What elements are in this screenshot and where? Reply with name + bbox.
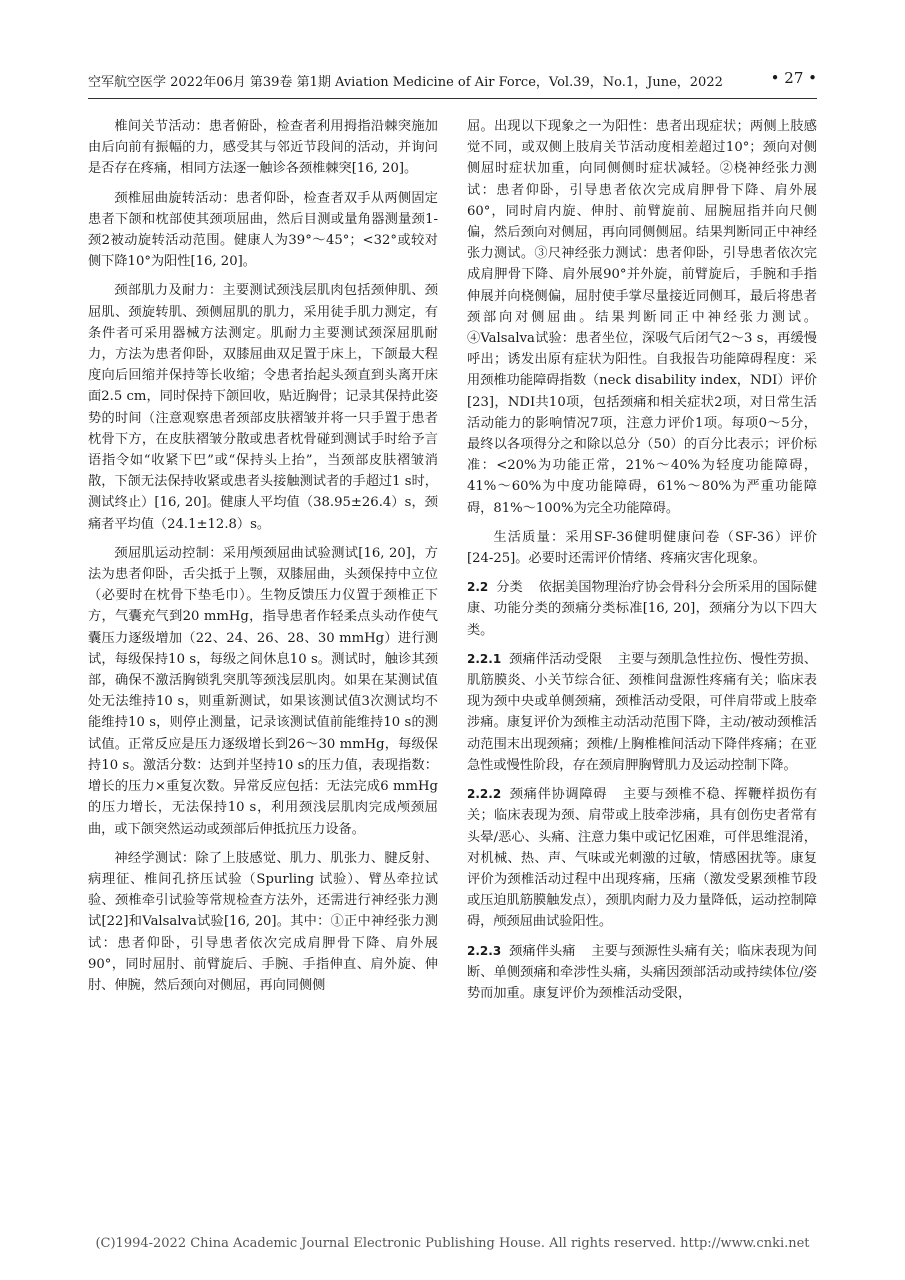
- section-text: 依据美国物理治疗协会骨科分会所采用的国际健康、功能分类的颈痛分类标准[16, 20]，颈痛分为以下四大类。: [467, 580, 818, 638]
- paragraph-neuro-test: 神经学测试：除了上肢感觉、肌力、肌张力、腱反射、病理征、椎间孔挤压试验（Spurling 试验）、臂丛牵拉试验、颈椎牵引试验等常规检查方法外，还需进行神经张力测试[22]和Valsalva试验[16, 20]。其中：①正中神经张力测试：患者仰卧，引导患者依次完成肩胛骨下降、肩外展90°，同时屈肘、前臂旋后、手腕、手指伸直、肩外旋、伸肘、伸腕，然后颈向对侧屈，再向同侧侧: [88, 850, 438, 993]
- section-2-2-1: [467, 649, 817, 776]
- section-2-2-3: [467, 941, 817, 1005]
- section-number: 2.2.3: [467, 943, 502, 958]
- left-column: [88, 116, 438, 996]
- copyright-footer: (C)1994-2022 China Academic Journal Electronic Publishing House. All rights reserved. http://www.cnki.net: [95, 1236, 810, 1251]
- section-2-2: [467, 577, 817, 641]
- paragraph-facet-joint: 椎间关节活动：患者俯卧，检查者利用拇指沿棘突施加由后向前有振幅的力，感受其与邻近节段间的活动，并询问是否存在疼痛，相同方法逐一触诊各颈椎棘突[16, 20]。: [88, 119, 438, 177]
- section-number: 2.2: [467, 580, 489, 595]
- section-2-2-2: [467, 784, 817, 932]
- page-number: • 27 •: [770, 69, 817, 87]
- right-column: [467, 116, 817, 1004]
- section-title: 颈痛伴活动受限: [509, 651, 603, 667]
- section-number: 2.2.1: [467, 651, 502, 666]
- section-title: 颈痛伴协调障碍: [509, 787, 608, 803]
- section-text: 主要与颈椎不稳、挥鞭样损伤有关；临床表现为颈、肩带或上肢牵涉痛，具有创伤史者常有头晕/恶心、头痛、注意力集中或记忆困难，可伴思维混淆，对机械、热、声、气味或光刺激的过敏，情感困扰等。康复评价为颈椎活动过程中出现疼痛，压痛（激发受累颈椎节段或压迫肌筋膜触发点），颈肌肉耐力及力量降低，运动控制障碍，颅颈屈曲试验阳性。: [467, 787, 818, 930]
- section-title: 分类: [496, 580, 523, 596]
- section-number: 2.2.2: [467, 787, 502, 802]
- paragraph-quality-of-life: 生活质量：采用SF-36健明健康问卷（SF-36）评价[24-25]。必要时还需评价情绪、疼痛灾害化现象。: [467, 529, 817, 567]
- paragraph-nerve-tension: 屈。出现以下现象之一为阳性：患者出现症状；两侧上肢感觉不同，或双侧上肢肩关节活动度相差超过10°；颈向对侧侧屈时症状加重，向同侧侧时症状减轻。②桡神经张力测试：患者仰卧，引导患者依次完成肩胛骨下降、肩外展60°，同时肩内旋、伸肘、前臂旋前、屈腕屈指并向尺侧偏，然后颈向对侧屈，再向同侧侧屈。结果判断同正中神经张力测试。③尺神经张力测试：患者仰卧，引导患者依次完成肩胛骨下降、肩外展90°并外旋，前臂旋后，手腕和手指伸展并向桡侧偏，屈肘使手掌尽量接近同侧耳，最后将患者颈部向对侧屈曲。结果判断同正中神经张力测试。④Valsalva试验：患者坐位，深吸气后闭气2～3 s，再缓慢呼出；诱发出原有症状为阳性。自我报告功能障碍程度：采用颈椎功能障碍指数（neck disability index，NDI）评价[23]，NDI共10项，包括颈痛和相关症状2项，对日常生活活动能力的影响情况7项，注意力评价1项。每项0～5分，最终以各项得分之和除以总分（50）的百分比表示；评价标准：<20%为功能正常，21%～40%为轻度功能障碍，41%～60%为中度功能障碍，61%～80%为严重功能障碍，81%～100%为完全功能障碍。: [467, 119, 817, 516]
- section-text: 主要与颈肌急性拉伤、慢性劳损、肌筋膜炎、小关节综合征、颈椎间盘源性疼痛有关；临床表现为颈中央或单侧颈痛，颈椎活动受限，可伴肩带或上肢牵涉痛。康复评价为颈椎主动活动范围下降，主动/被动颈椎活动范围末出现颈痛；颈椎/上胸椎椎间活动下降伴疼痛；在亚急性或慢性阶段，存在颈肩胛胸臂肌力及运动控制下降。: [467, 651, 818, 773]
- paragraph-flexor-control: 颈屈肌运动控制：采用颅颈屈曲试验测试[16, 20]，方法为患者仰卧，舌尖抵于上颚，双膝屈曲，头颈保持中立位（必要时在枕骨下垫毛巾）。生物反馈压力仪置于颈椎正下方，气囊充气到20 mmHg，指导患者作轻柔点头动作使气囊压力逐级增加（22、24、26、28、30 mmHg）进行测试，每级保持10 s，每级之间休息10 s。测试时，触诊其颈部，确保不激活胸锁乳突肌等颈浅层肌肉。如果在某测试值处无法维持10 s，则重新测试，如果该测试值3次测试均不能维持10 s，则停止测量，记录该测试值前能维持10 s的测试值。正常反应是压力逐级增长到26～30 mmHg，每级保持10 s。激活分数：达到并坚持10 s的压力值，表现指数：增长的压力×重复次数。异常反应包括：无法完成6 mmHg的压力增长，无法保持10 s，利用颈浅层肌肉完成颅颈屈曲，或下颌突然运动或颈部后伸抵抗压力设备。: [88, 545, 438, 837]
- paragraph-muscle-strength: 颈部肌力及耐力：主要测试颈浅层肌肉包括颈伸肌、颈屈肌、颈旋转肌、颈侧屈肌的肌力，采用徒手肌力测定，有条件者可采用器械方法测定。肌耐力主要测试颈深屈肌耐力，方法为患者仰卧，双膝屈曲双足置于床上，下颌最大程度向后回缩并保持等长收缩；令患者抬起头颈直到头离开床面2.5 cm，同时保持下颌回收，贴近胸骨；记录其保持此姿势的时间（注意观察患者颈部皮肤褶皱并将一只手置于患者枕骨下方，在皮肤褶皱分散或患者枕骨碰到测试手时给予言语指令如“收紧下巴”或“保持头上抬”，当颈部皮肤褶皱消散，下颌无法保持收紧或患者头接触测试者的手超过1 s时，测试终止）[16, 20]。健康人平均值（38.95±26.4）s，颈痛者平均值（24.1±12.8）s。: [88, 283, 438, 532]
- journal-citation: 空军航空医学 2022年06月 第39卷 第1期 Aviation Medicine of Air Force，Vol.39，No.1，June，2022: [88, 75, 723, 90]
- paragraph-flexion-rotation: 颈椎屈曲旋转活动：患者仰卧，检查者双手从两侧固定患者下颌和枕部使其颈项屈曲，然后目测或量角器测量颈1-颈2被动旋转活动范围。健康人为39°～45°；<32°或较对侧下降10°为阳性[16, 20]。: [88, 190, 438, 270]
- running-header: [88, 62, 817, 99]
- section-text: 主要与颈源性头痛有关；临床表现为间断、单侧颈痛和牵涉性头痛，头痛因颈部活动或持续体位/姿势而加重。康复评价为颈椎活动受限，: [467, 943, 818, 1001]
- section-title: 颈痛伴头痛: [509, 943, 576, 959]
